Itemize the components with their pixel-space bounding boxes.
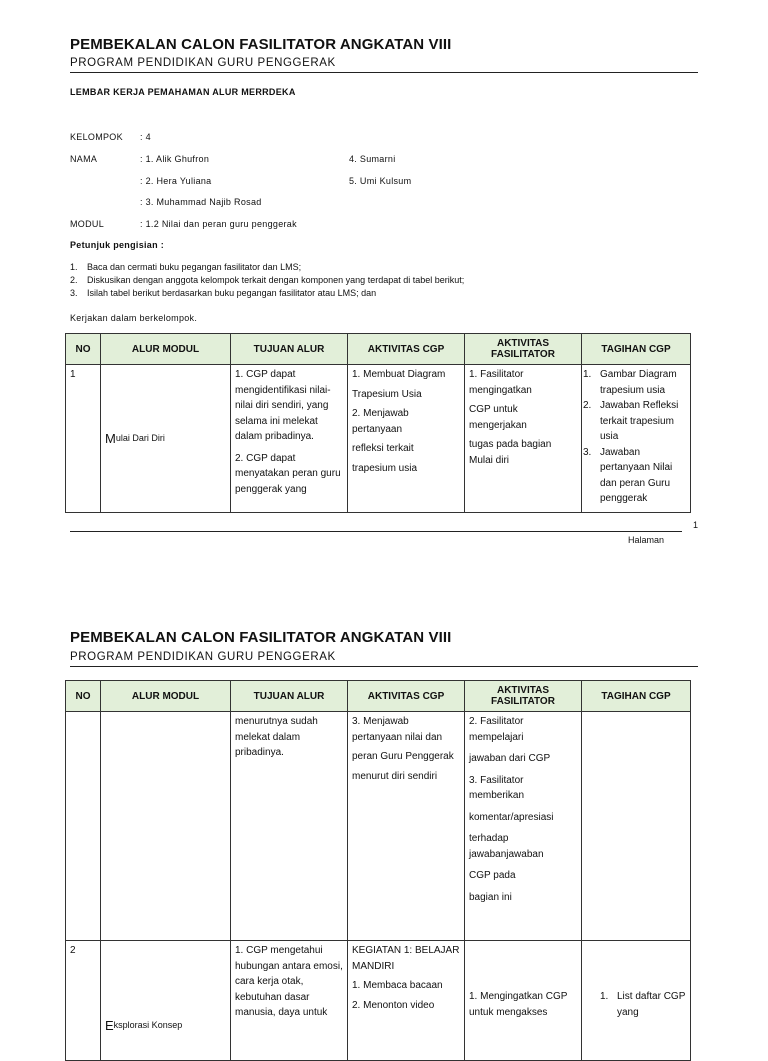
row-tujuan: 1. CGP dapat mengidentifikasi nilai-nilai diri sendiri, yang selama ini melekat dalam pribadinya. 2. CGP dapat menyatakan peran guru penggerak yang (231, 365, 348, 513)
modul-value: : 1.2 Nilai dan peran guru penggerak (140, 219, 297, 229)
row-tagihan: 1. List daftar CGP yang (582, 941, 691, 1061)
header-rule (70, 72, 698, 73)
col-header-alur: ALUR MODUL (101, 334, 231, 365)
row-tujuan: menurutnya sudah melekat dalam pribadinya. (231, 712, 348, 941)
instruction-item: 3. Isilah tabel berikut berdasarkan buku pegangan fasilitator atau LMS; dan (70, 288, 377, 298)
row-tagihan: 1. Gambar Diagram trapesium usia 2. Jawaban Refleksi terkait trapesium usia 3. Jawaban pertanyaan Nilai dan peran Guru penggerak (582, 365, 691, 513)
col-header-tujuan: TUJUAN ALUR (231, 681, 348, 712)
col-header-tujuan: TUJUAN ALUR (231, 334, 348, 365)
document-title: PEMBEKALAN CALON FASILITATOR ANGKATAN VIII (70, 629, 452, 646)
document-title: PEMBEKALAN CALON FASILITATOR ANGKATAN VIII (70, 36, 452, 53)
group-note: Kerjakan dalam berkelompok. (70, 313, 198, 323)
document-subtitle: PROGRAM PENDIDIKAN GURU PENGGERAK (70, 651, 336, 663)
col-header-aktivitas-cgp: AKTIVITAS CGP (348, 681, 465, 712)
row-tagihan (582, 712, 691, 941)
row-aktivitas-cgp: 3. Menjawab pertanyaan nilai dan peran Guru Penggerak menurut diri sendiri (348, 712, 465, 941)
col-header-aktivitas-fasilitator: AKTIVITAS FASILITATOR (465, 334, 582, 365)
instruction-item: 1. Baca dan cermati buku pegangan fasilitator dan LMS; (70, 262, 302, 272)
row-no: 2 (66, 941, 101, 1061)
nama-label: NAMA (70, 154, 98, 164)
row-aktivitas-fasilitator: 2. Fasilitator mempelajari jawaban dari CGP 3. Fasilitator memberikan komentar/apresiasi terhadap jawabanjawaban CGP pada bagian ini (465, 712, 582, 941)
modul-label: MODUL (70, 219, 105, 229)
alur-table (65, 333, 691, 513)
row-tujuan: 1. CGP mengetahui hubungan antara emosi, cara kerja otak, kebutuhan dasar manusia, daya untuk (231, 941, 348, 1061)
kelompok-label: KELOMPOK (70, 132, 123, 142)
row-aktivitas-fasilitator: 1. Fasilitator mengingatkan CGP untuk mengerjakan tugas pada bagian Mulai diri (465, 365, 582, 513)
nama-5: 5. Umi Kulsum (349, 176, 412, 186)
col-header-aktivitas-cgp: AKTIVITAS CGP (348, 334, 465, 365)
row-alur: M ulai Dari Diri (101, 365, 231, 513)
document-subtitle: PROGRAM PENDIDIKAN GURU PENGGERAK (70, 57, 336, 69)
col-header-tagihan: TAGIHAN CGP (582, 681, 691, 712)
table-row (66, 712, 691, 941)
table-header-row (66, 681, 691, 712)
col-header-no: NO (66, 681, 101, 712)
instructions-list (70, 262, 464, 301)
alur-table (65, 680, 691, 1061)
nama-4: 4. Sumarni (349, 154, 396, 164)
worksheet-title: LEMBAR KERJA PEMAHAMAN ALUR MERRDEKA (70, 87, 296, 97)
row-alur (101, 712, 231, 941)
table-row (66, 365, 691, 513)
row-aktivitas-fasilitator: 1. Mengingatkan CGP untuk mengakses (465, 941, 582, 1061)
row-no: 1 (66, 365, 101, 513)
row-aktivitas-cgp: 1. Membuat Diagram Trapesium Usia 2. Menjawab pertanyaan refleksi terkait trapesium usia (348, 365, 465, 513)
col-header-tagihan: TAGIHAN CGP (582, 334, 691, 365)
nama-3: : 3. Muhammad Najib Rosad (140, 197, 262, 207)
instruction-item: 2. Diskusikan dengan anggota kelompok terkait dengan komponen yang terdapat di tabel berikut; (70, 275, 465, 285)
footer-rule (70, 531, 682, 532)
page-label: Halaman (628, 535, 665, 545)
header-rule (70, 666, 698, 667)
nama-1: : 1. Alik Ghufron (140, 154, 210, 164)
page-2 (0, 590, 768, 1033)
row-alur: E ksplorasi Konsep (101, 941, 231, 1061)
nama-2: : 2. Hera Yuliana (140, 176, 212, 186)
table-header-row (66, 334, 691, 365)
row-no (66, 712, 101, 941)
kelompok-value: : 4 (140, 132, 151, 142)
page-number: 1 (693, 520, 699, 530)
col-header-aktivitas-fasilitator: AKTIVITAS FASILITATOR (465, 681, 582, 712)
table-row (66, 941, 691, 1061)
col-header-alur: ALUR MODUL (101, 681, 231, 712)
row-aktivitas-cgp: KEGIATAN 1: BELAJAR MANDIRI 1. Membaca bacaan 2. Menonton video (348, 941, 465, 1061)
col-header-no: NO (66, 334, 101, 365)
instructions-title: Petunjuk pengisian : (70, 240, 165, 250)
